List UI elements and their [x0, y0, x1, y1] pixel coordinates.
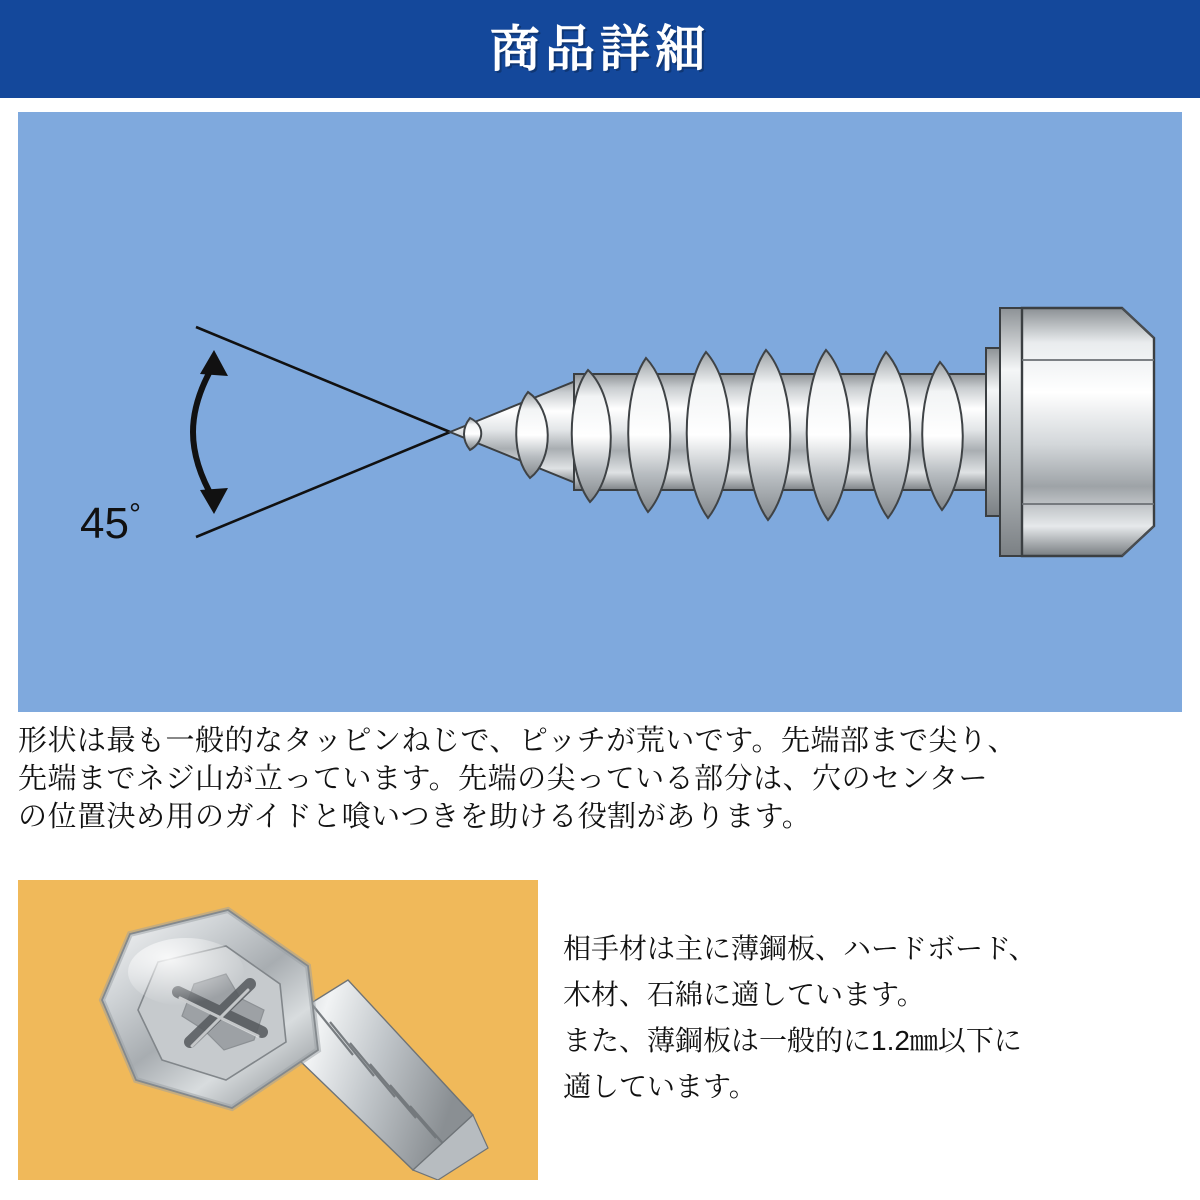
screw-head-photo — [18, 880, 538, 1180]
bottom-description-line: 適しています。 — [563, 1071, 757, 1102]
angle-annotation — [80, 498, 141, 549]
bottom-section — [18, 880, 1182, 1180]
page-title: 商品詳細 — [490, 21, 710, 77]
bottom-description-line: また、薄鋼板は一般的に1.2㎜以下に — [563, 1025, 1022, 1056]
hero-diagram-panel — [18, 112, 1182, 712]
bottom-description-line: 相手材は主に薄鋼板、ハードボード、 — [563, 933, 1037, 964]
description-line: の位置決め用のガイドと喰いつきを助ける役割があります。 — [18, 801, 812, 833]
bottom-description — [563, 926, 1183, 1110]
bottom-description-line: 木材、石綿に適しています。 — [563, 979, 925, 1010]
screw-head-photo-illustration — [18, 880, 538, 1180]
description-paragraph — [18, 722, 1188, 836]
page-header — [0, 0, 1200, 98]
description-line: 先端までネジ山が立っています。先端の尖っている部分は、穴のセンター — [18, 763, 989, 795]
angle-unit: ° — [128, 498, 141, 531]
description-line: 形状は最も一般的なタッピンねじで、ピッチが荒いです。先端部まで尖り、 — [18, 725, 1017, 757]
tapping-screw-diagram — [18, 112, 1182, 712]
angle-value: 45 — [80, 499, 129, 548]
